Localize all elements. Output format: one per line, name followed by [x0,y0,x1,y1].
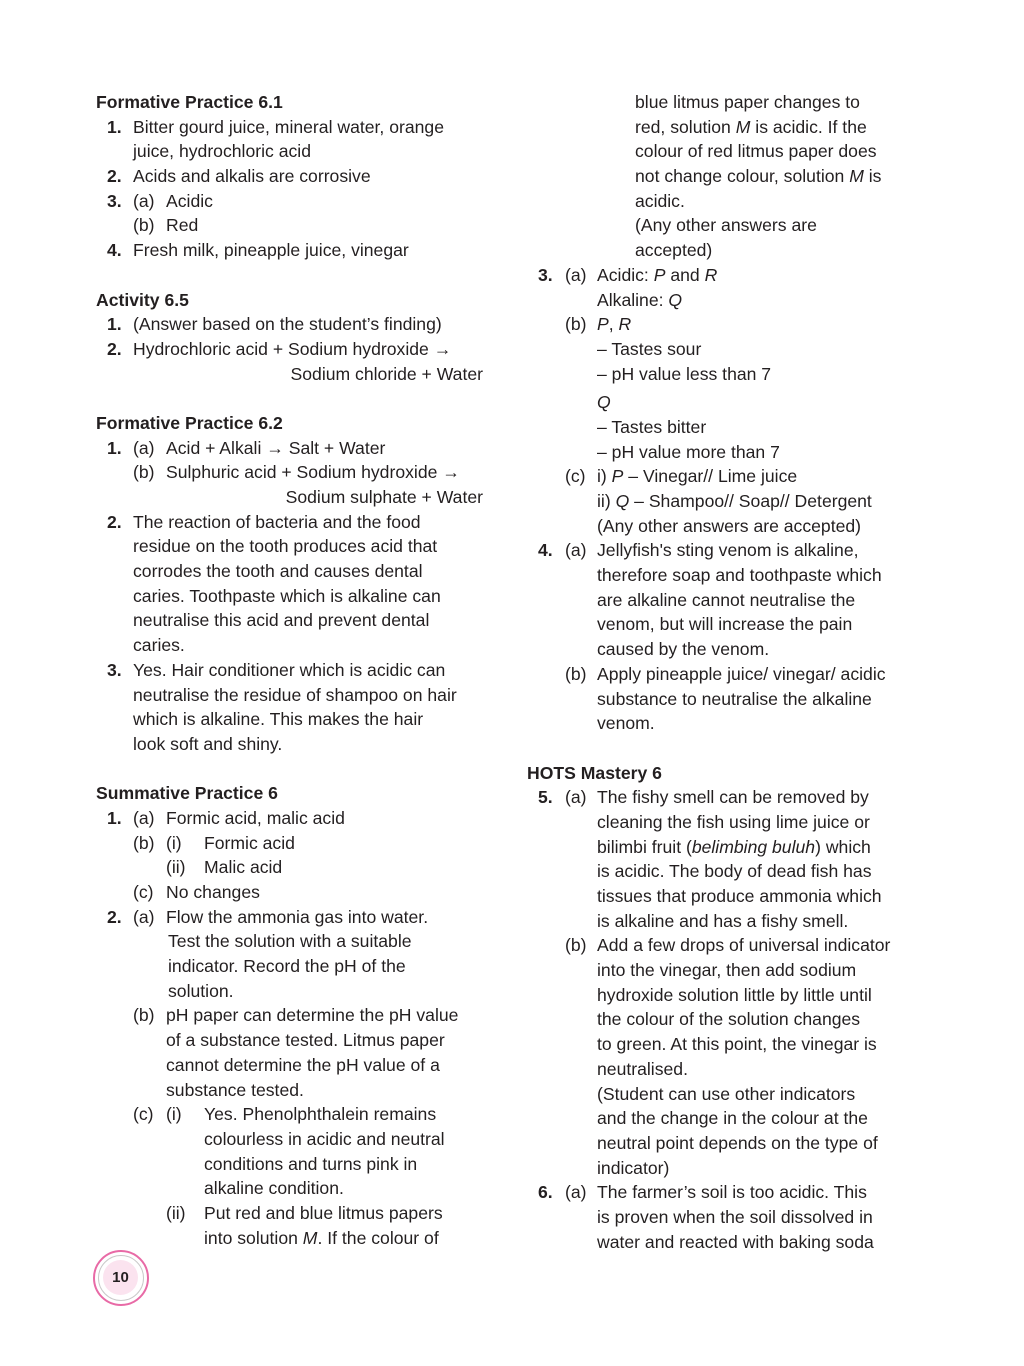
answer-text: The farmer’s soil is too acidic. This [597,1182,867,1203]
sub-label: (a) [565,540,587,561]
answer-text: Bitter gourd juice, mineral water, orange [133,116,444,137]
sub-sub-label: (i) [166,1104,182,1125]
question-number: 3. [538,264,553,285]
answer-text: Formic acid [204,832,295,853]
answer-text: The fishy smell can be removed by [597,787,869,808]
answer-text: of a substance tested. Litmus paper [166,1030,445,1051]
answer-text: bilimbi fruit (belimbing buluh) which [597,836,871,857]
answer-text: into solution M. If the colour of [204,1227,439,1248]
sub-label: (b) [133,832,155,853]
equation-text: Sulphuric acid + Sodium hydroxide → [166,462,460,483]
answer-text: Alkaline: Q [597,289,683,310]
question-number: 1. [107,437,122,458]
sub-label: (c) [133,1104,154,1125]
answer-text: (Any other answers are [635,215,817,236]
answer-text: P, R [597,314,632,335]
answer-text: Red [166,215,199,236]
answer-text: – Tastes sour [597,338,702,359]
sub-label: (a) [133,190,155,211]
answer-text: venom, but will increase the pain [597,614,853,635]
answer-text: corrodes the tooth and causes dental [133,561,423,582]
answer-text: blue litmus paper changes to [635,92,860,112]
answer-text: not change colour, solution M is [635,166,882,187]
solution-label: M [735,116,751,137]
answer-text: colourless in acidic and neutral [204,1128,445,1149]
answer-text: Acidic: P and R [597,264,718,285]
answer-text: colour of red litmus paper does [635,141,877,162]
section-heading-activity-6-5: Activity 6.5 [96,289,189,310]
answer-text: accepted) [635,240,713,261]
question-number: 6. [538,1182,553,1203]
equation-text: Sodium sulphate + Water [285,487,483,507]
answer-text: hydroxide solution little by little until [597,984,872,1005]
sub-sub-label: (ii) [166,1202,186,1223]
sub-label: (a) [565,264,587,285]
question-number: 2. [107,511,122,532]
answer-text: substance tested. [166,1079,304,1100]
question-number: 4. [538,540,553,561]
sub-label: (b) [565,314,587,335]
answer-text: indicator. Record the pH of the [168,956,406,977]
sub-label: (a) [565,1182,587,1203]
answer-text: Malic acid [204,857,283,878]
answer-text: solution. [168,980,234,1001]
section-heading-hots-mastery-6: HOTS Mastery 6 [527,762,662,783]
sub-label: (b) [565,663,587,684]
answer-text: alkaline condition. [204,1178,344,1199]
answer-text: (Answer based on the student’s finding) [133,314,442,335]
answer-text: cleaning the fish using lime juice or [597,811,870,832]
answer-text: acidic. [635,190,685,211]
answer-text: No changes [166,882,260,902]
sub-label: (a) [133,807,155,828]
question-number: 2. [107,338,122,359]
malay-term: belimbing buluh [691,836,816,857]
answer-text: venom. [597,713,655,734]
equation-text: Sodium chloride + Water [290,363,483,384]
answer-text: caries. [133,635,185,656]
question-number: 5. [538,787,553,808]
left-column [96,90,496,1250]
sub-label: (b) [565,935,587,956]
sub-label: (a) [133,437,155,458]
answer-text: substance to neutralise the alkaline [597,688,872,709]
answer-text: tissues that produce ammonia which [597,886,882,906]
answer-text: neutralise the residue of shampoo on hair [133,684,457,705]
answer-text: Formic acid, malic acid [166,807,345,828]
answer-text: look soft and shiny. [133,733,283,754]
answer-text: residue on the tooth produces acid that [133,536,438,557]
answer-text: Q [597,392,611,413]
answer-text: caries. Toothpaste which is alkaline can [133,585,441,606]
answer-text: Apply pineapple juice/ vinegar/ acidic [597,663,886,684]
section-heading-formative-6-2: Formative Practice 6.2 [96,412,283,433]
solution-label: M [849,166,864,187]
sub-label: (b) [133,215,155,236]
answer-text: Jellyfish's sting venom is alkaline, [597,540,859,561]
section-heading-summative-6: Summative Practice 6 [96,783,278,804]
answer-text: red, solution M is acidic. If the [635,116,867,137]
solution-label: M [302,1227,318,1248]
answer-text: Yes. Hair conditioner which is acidic can [133,659,446,680]
answer-text: (Student can use other indicators [597,1083,856,1104]
sub-sub-label: (ii) [166,857,186,878]
answer-text: juice, hydrochloric acid [133,141,311,162]
answer-text: neutral point depends on the type of [597,1132,878,1153]
sub-label: (b) [133,462,155,483]
answer-text: Acids and alkalis are corrosive [133,166,371,187]
answer-text: Put red and blue litmus papers [204,1202,443,1223]
page-number: 10 [112,1269,129,1286]
question-number: 3. [107,659,122,680]
answer-text: The reaction of bacteria and the food [133,511,421,532]
answer-text: into the vinegar, then add sodium [597,960,857,981]
answer-text: is acidic. The body of dead fish has [597,861,872,882]
answer-text: caused by the venom. [597,639,770,660]
sub-label: (b) [133,1005,155,1026]
answer-text: – Tastes bitter [597,416,707,437]
question-number: 1. [107,314,122,335]
question-number: 1. [107,807,122,828]
question-number: 2. [107,906,122,927]
right-column [527,90,927,1254]
answer-text: to green. At this point, the vinegar is [597,1034,877,1055]
sub-label: (c) [133,882,154,902]
answer-text: ii) Q – Shampoo// Soap// Detergent [597,491,872,511]
answer-text: is alkaline and has a fishy smell. [597,910,849,931]
answer-text: Test the solution with a suitable [168,931,412,952]
sub-sub-label: (i) [166,832,182,853]
answer-text: indicator) [597,1157,670,1178]
answer-text: is proven when the soil dissolved in [597,1206,873,1227]
answer-text: Fresh milk, pineapple juice, vinegar [133,240,409,261]
question-number: 4. [107,240,122,261]
answer-text: conditions and turns pink in [204,1153,418,1174]
question-number: 2. [107,166,122,187]
sub-label: (c) [565,466,586,487]
answer-text: are alkaline cannot neutralise the [597,589,856,610]
answer-text: i) P – Vinegar// Lime juice [597,466,798,487]
answer-text: the colour of the solution changes [597,1009,861,1030]
answer-text: which is alkaline. This makes the hair [133,709,424,730]
answer-text: Flow the ammonia gas into water. [166,906,429,927]
answer-text: cannot determine the pH value of a [166,1054,440,1075]
answer-text: neutralised. [597,1058,688,1079]
sub-label: (a) [133,906,155,927]
equation-text: Hydrochloric acid + Sodium hydroxide → [133,338,452,359]
answer-text: and the change in the colour at the [597,1108,868,1129]
question-number: 3. [107,190,122,211]
equation-text: Acid + Alkali → Salt + Water [166,437,386,458]
page-number-badge [93,1250,151,1308]
question-number: 1. [107,116,122,137]
answer-text: (Any other answers are accepted) [597,515,862,536]
answer-text: Yes. Phenolphthalein remains [204,1104,437,1125]
answer-text: – pH value more than 7 [597,441,780,462]
section-heading-formative-6-1: Formative Practice 6.1 [96,92,283,112]
answer-text: Add a few drops of universal indicator [597,935,891,956]
answer-text: pH paper can determine the pH value [166,1005,459,1026]
answer-text: – pH value less than 7 [597,363,772,384]
sub-label: (a) [565,787,587,808]
answer-text: neutralise this acid and prevent dental [133,610,430,631]
answer-text: therefore soap and toothpaste which [597,565,882,586]
answer-text: Acidic [166,190,213,211]
answer-text: water and reacted with baking soda [597,1231,874,1252]
